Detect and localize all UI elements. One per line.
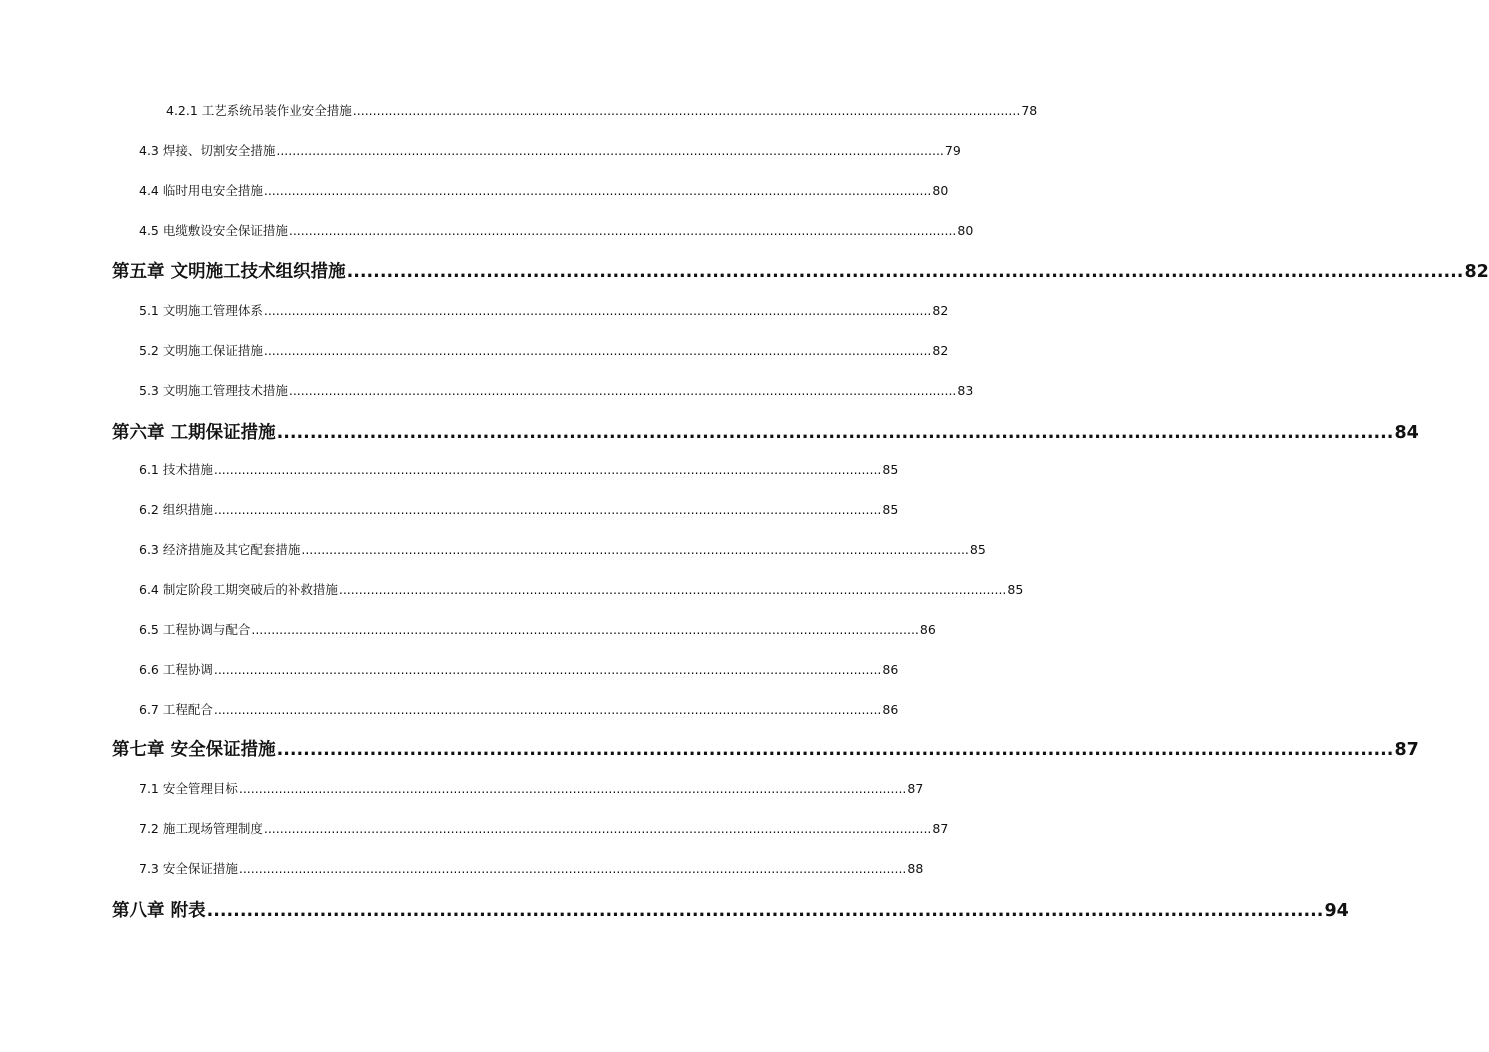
toc-entry[interactable] <box>139 381 974 399</box>
toc-chapter-entry[interactable] <box>112 736 1419 761</box>
toc-entry[interactable] <box>139 779 924 797</box>
toc-chapter-page: 94 <box>1324 901 1349 921</box>
toc-entry[interactable] <box>166 101 1038 119</box>
toc-leader-dots: ........................................................................................................................................................................ <box>263 343 932 358</box>
toc-leader-dots: ........................................................................................................................................................................ <box>251 622 919 637</box>
toc-leader-dots: ........................................................................................................................................................................ <box>213 502 882 517</box>
toc-entry[interactable] <box>139 141 961 159</box>
toc-entry[interactable] <box>139 580 1024 598</box>
toc-entry-page: 86 <box>919 622 936 637</box>
toc-entry-label: 4.3 焊接、切割安全措施 <box>139 143 276 158</box>
toc-entry-label: 6.7 工程配合 <box>139 702 213 717</box>
toc-entry-label: 6.2 组织措施 <box>139 502 213 517</box>
toc-chapter-label: 第六章 工期保证措施 <box>112 423 276 443</box>
toc-entry-label: 5.3 文明施工管理技术措施 <box>139 383 288 398</box>
toc-leader-dots: ........................................................................................................................................................................ <box>263 183 932 198</box>
toc-entry-label: 6.4 制定阶段工期突破后的补救措施 <box>139 582 338 597</box>
toc-chapter-page: 82 <box>1464 262 1489 282</box>
toc-chapter-page: 84 <box>1394 423 1419 443</box>
toc-entry-page: 85 <box>969 542 986 557</box>
toc-entry[interactable] <box>139 341 949 359</box>
toc-leader-dots: ........................................................................................................................................................................ <box>213 462 882 477</box>
toc-entry[interactable] <box>139 859 924 877</box>
toc-entry-page: 85 <box>1007 582 1024 597</box>
toc-chapter-entry[interactable] <box>112 258 1489 283</box>
toc-leader-dots: ........................................................................................................................................................................ <box>263 303 932 318</box>
toc-leader-dots: ........................................................................................................................................................................ <box>263 821 932 836</box>
toc-entry-page: 82 <box>932 343 949 358</box>
toc-chapter-label: 第八章 附表 <box>112 901 206 921</box>
toc-entry-page: 79 <box>944 143 961 158</box>
toc-leader-dots: ........................................................................................................................................................................ <box>352 103 1021 118</box>
toc-entry[interactable] <box>139 460 899 478</box>
toc-leader-dots: ........................................................................................................................................................................ <box>338 582 1007 597</box>
toc-entry[interactable] <box>139 221 974 239</box>
toc-chapter-entry[interactable] <box>112 897 1349 922</box>
toc-entry-label: 6.6 工程协调 <box>139 662 213 677</box>
toc-leader-dots: ........................................................................................................................................................................ <box>213 662 882 677</box>
toc-leader-dots: ........................................................................................................................................................................ <box>301 542 969 557</box>
toc-entry[interactable] <box>139 620 936 638</box>
toc-leader-dots: ........................................................................................................................................................................ <box>288 223 957 238</box>
toc-entry-page: 78 <box>1021 103 1038 118</box>
toc-leader-dots: ........................................................................................................................................................................ <box>346 262 1464 282</box>
toc-entry-label: 5.2 文明施工保证措施 <box>139 343 263 358</box>
toc-entry-page: 80 <box>957 223 974 238</box>
toc-entry[interactable] <box>139 540 986 558</box>
toc-entry-label: 6.5 工程协调与配合 <box>139 622 251 637</box>
toc-entry-label: 4.4 临时用电安全措施 <box>139 183 263 198</box>
toc-leader-dots: ........................................................................................................................................................................ <box>238 861 907 876</box>
toc-entry-page: 83 <box>957 383 974 398</box>
toc-leader-dots: ........................................................................................................................................................................ <box>276 143 944 158</box>
toc-entry[interactable] <box>139 181 949 199</box>
toc-leader-dots: ........................................................................................................................................................................ <box>276 740 1394 760</box>
toc-leader-dots: ........................................................................................................................................................................ <box>206 901 1324 921</box>
toc-entry-page: 88 <box>907 861 924 876</box>
toc-entry-label: 4.2.1 工艺系统吊装作业安全措施 <box>166 103 352 118</box>
toc-entry-page: 87 <box>907 781 924 796</box>
toc-entry-page: 85 <box>882 502 899 517</box>
toc-entry[interactable] <box>139 500 899 518</box>
toc-leader-dots: ........................................................................................................................................................................ <box>238 781 907 796</box>
toc-entry-page: 87 <box>932 821 949 836</box>
toc-leader-dots: ........................................................................................................................................................................ <box>213 702 882 717</box>
toc-chapter-label: 第七章 安全保证措施 <box>112 740 276 760</box>
toc-chapter-label: 第五章 文明施工技术组织措施 <box>112 262 346 282</box>
toc-entry[interactable] <box>139 301 949 319</box>
toc-chapter-entry[interactable] <box>112 419 1419 444</box>
toc-entry-label: 4.5 电缆敷设安全保证措施 <box>139 223 288 238</box>
toc-entry-page: 82 <box>932 303 949 318</box>
toc-chapter-page: 87 <box>1394 740 1419 760</box>
toc-entry-label: 6.3 经济措施及其它配套措施 <box>139 542 301 557</box>
toc-entry-label: 7.2 施工现场管理制度 <box>139 821 263 836</box>
toc-entry[interactable] <box>139 660 899 678</box>
toc-entry-page: 86 <box>882 702 899 717</box>
toc-entry-page: 85 <box>882 462 899 477</box>
toc-entry-label: 7.3 安全保证措施 <box>139 861 238 876</box>
toc-leader-dots: ........................................................................................................................................................................ <box>276 423 1394 443</box>
toc-entry-label: 6.1 技术措施 <box>139 462 213 477</box>
toc-entry[interactable] <box>139 819 949 837</box>
toc-entry-label: 7.1 安全管理目标 <box>139 781 238 796</box>
toc-entry[interactable] <box>139 700 899 718</box>
toc-entry-label: 5.1 文明施工管理体系 <box>139 303 263 318</box>
toc-entry-page: 80 <box>932 183 949 198</box>
toc-entry-page: 86 <box>882 662 899 677</box>
toc-leader-dots: ........................................................................................................................................................................ <box>288 383 957 398</box>
